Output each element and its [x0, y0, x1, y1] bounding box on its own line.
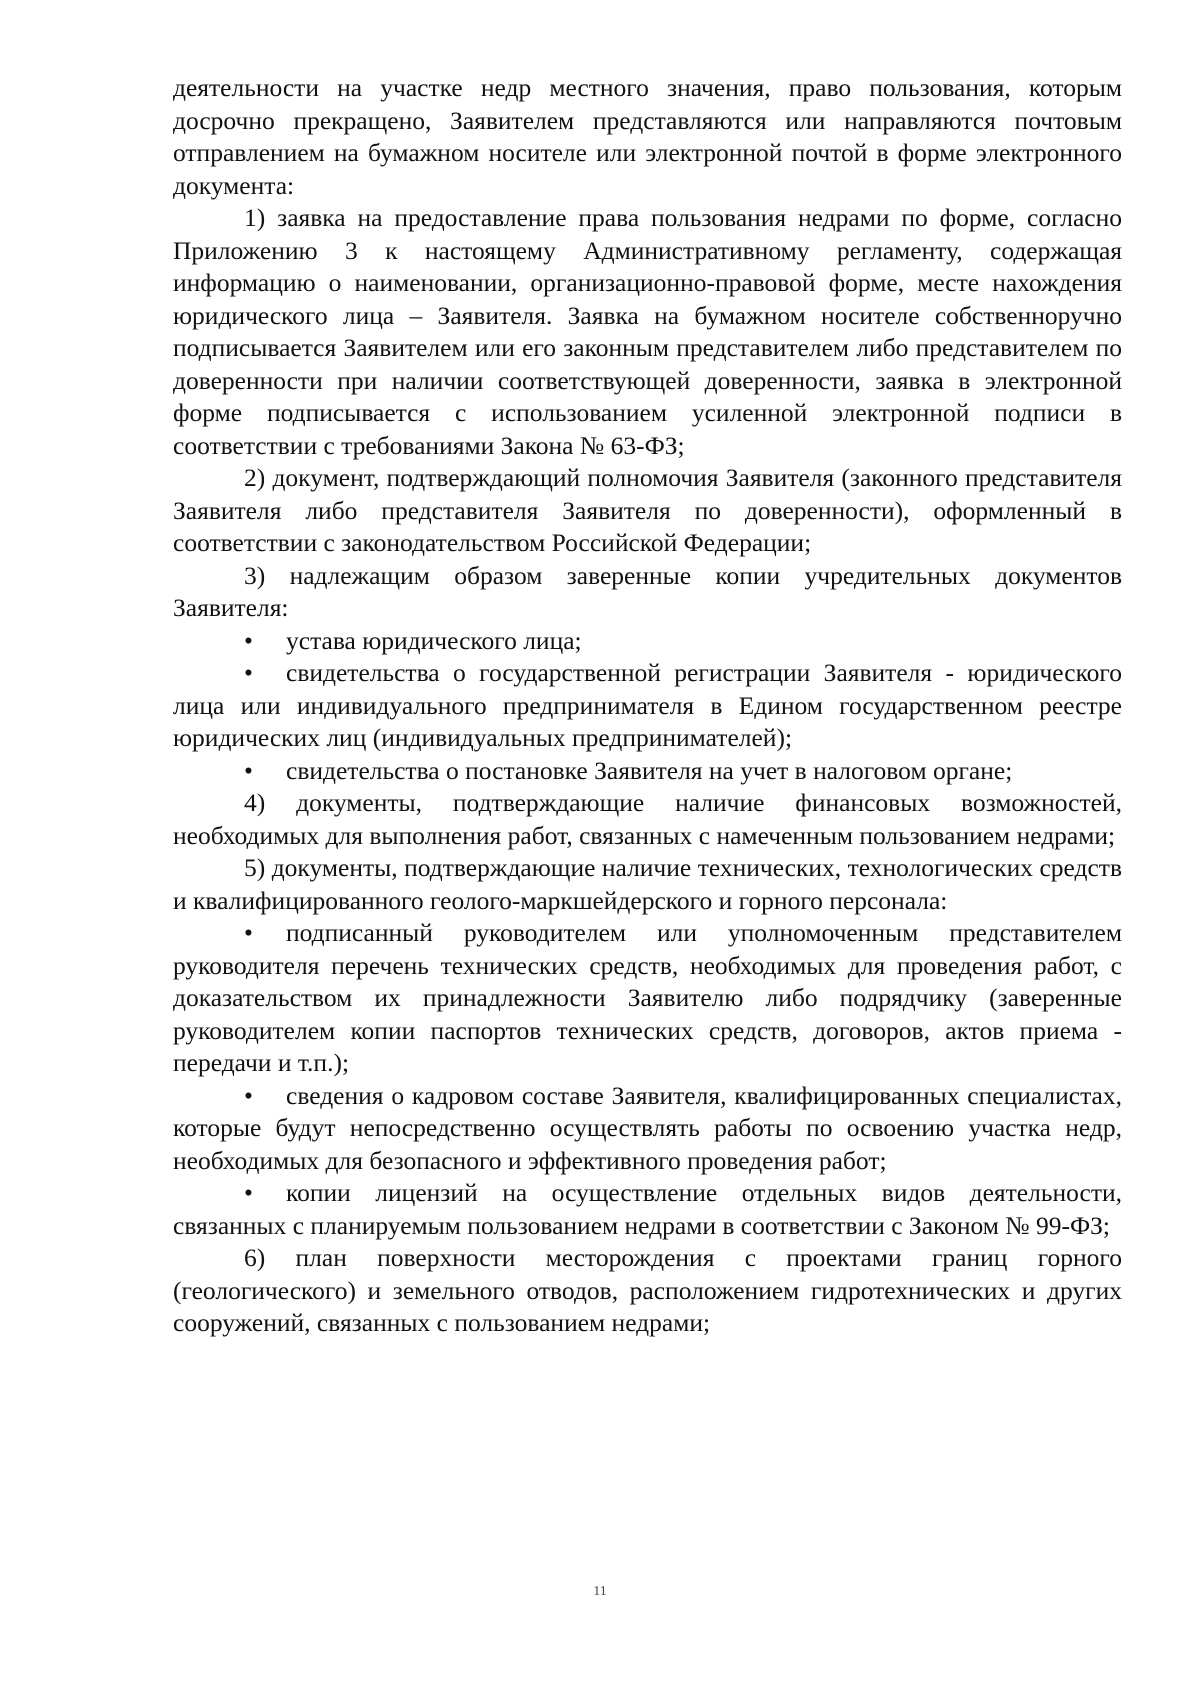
bullet-item	[173, 657, 1122, 755]
bullet-item	[173, 625, 1122, 658]
bullet-text: свидетельства о постановке Заявителя на учет в налоговом органе;	[286, 755, 1013, 785]
document-body	[173, 72, 1122, 1340]
bullet-item	[173, 1080, 1122, 1178]
paragraph-item-2: 2) документ, подтверждающий полномочия Заявителя (законного представителя Заявителя либо представителя Заявителя по доверенности), оформленный в соответствии с законодательством Российской Федерации;	[173, 463, 1122, 557]
bullet-text: сведения о кадровом составе Заявителя, квалифицированных специалистах, которые будут непосредственно осуществлять работы по освоению участка недр, необходимых для безопасного и эффективного проведения работ;	[173, 1080, 1122, 1175]
page-number: 11	[593, 1584, 607, 1599]
bullet-icon: •	[244, 755, 253, 785]
bullet-text: копии лицензий на осуществление отдельных видов деятельности, связанных с планируемым пользованием недрами в соответствии с Законом № 99-ФЗ;	[173, 1178, 1122, 1240]
paragraph-item-3: 3) надлежащим образом заверенные копии учредительных документов Заявителя:	[173, 560, 1122, 622]
bullet-item	[173, 917, 1122, 1080]
bullet-item	[173, 1177, 1122, 1242]
bullet-icon: •	[244, 1178, 253, 1207]
bullet-icon: •	[244, 918, 253, 947]
paragraph-item-1: 1) заявка на предоставление права пользования недрами по форме, согласно Приложению 3 к настоящему Административному регламенту, содержащая информацию о наименовании, организационно-правовой форме, месте нахождения юридического лица – Заявителя. Заявка на бумажном носителе собственноручно подписывается Заявителем или его законным представителем либо представителем по доверенности при наличии соответствующей доверенности, заявка в электронной форме подписывается с использованием усиленной электронной подписи в соответствии с требованиями Закона № 63-ФЗ;	[173, 203, 1122, 460]
bullet-icon: •	[244, 625, 253, 655]
bullet-icon: •	[244, 658, 253, 687]
bullet-text: подписанный руководителем или уполномоченным представителем руководителя перечень технических средств, необходимых для проведения работ, с доказательством их принадлежности Заявителю либо подрядчику (заверенные руководителем копии паспортов технических средств, договоров, актов приема - передачи и т.п.);	[173, 918, 1122, 1077]
paragraph-item-5: 5) документы, подтверждающие наличие технических, технологических средств и квалифицированного геолого-маркшейдерского и горного персонала:	[173, 853, 1122, 915]
paragraph-intro: деятельности на участке недр местного значения, право пользования, которым досрочно прекращено, Заявителем представляются или направляются почтовым отправлением на бумажном носителе или электронной почтой в форме электронного документа:	[173, 73, 1122, 200]
bullet-icon: •	[244, 1080, 253, 1110]
bullet-item	[173, 755, 1122, 788]
bullet-text: устава юридического лица;	[286, 625, 582, 655]
bullet-text: свидетельства о государственной регистрации Заявителя - юридического лица или индивидуального предпринимателя в Едином государственном реестре юридических лиц (индивидуальных предпринимателей);	[173, 658, 1122, 752]
paragraph-item-6: 6) план поверхности месторождения с проектами границ горного (геологического) и земельного отводов, расположением гидротехнических и других сооружений, связанных с пользованием недрами;	[173, 1243, 1122, 1337]
paragraph-item-4: 4) документы, подтверждающие наличие финансовых возможностей, необходимых для выполнения работ, связанных с намеченным пользованием недрами;	[173, 788, 1122, 850]
